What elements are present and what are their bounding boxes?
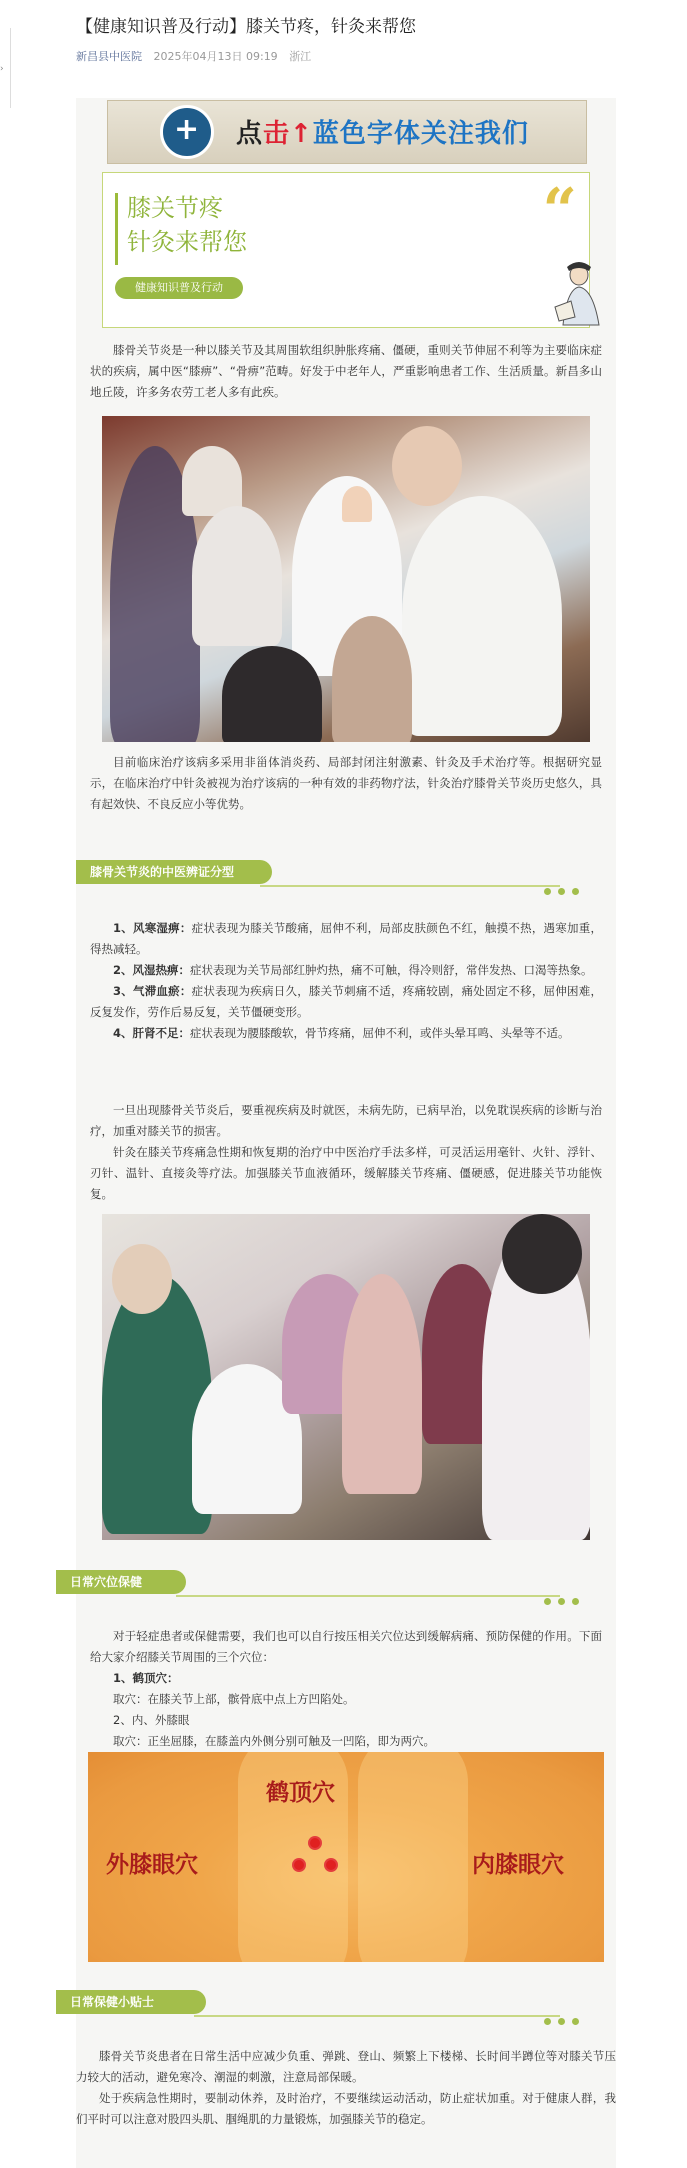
left-edge-panel <box>0 28 11 108</box>
title-card-bar <box>115 193 118 265</box>
section2-heading: 日常穴位保健 <box>56 1570 186 1594</box>
section2-text <box>90 1626 602 1752</box>
section1-heading: 膝骨关节炎的中医辨证分型 <box>76 860 272 884</box>
article-meta <box>76 48 616 64</box>
section2-intro: 对于轻症患者或保健需要，我们也可以自行按压相关穴位达到缓解病痛、预防保健的作用。下面给大家介绍膝关节周围的三个穴位： <box>90 1629 602 1664</box>
acupoint-label-inner: 内膝眼穴 <box>472 1852 564 1878</box>
syndrome-item-1 <box>90 918 602 960</box>
section3-para-2: 处于疾病急性期时，要制动休养，及时治疗，不要继续运动活动，防止症状加重。对于健康人群，我们平时可以注意对股四头肌、腘绳肌的力量锻炼，加强膝关节的稳定。 <box>76 2091 616 2126</box>
follow-banner[interactable] <box>107 100 587 164</box>
title-card-line2: 针灸来帮您 <box>127 228 247 256</box>
section2-dots-icon <box>544 1590 586 1598</box>
acupoint-2-title: 2、内、外膝眼 <box>113 1713 190 1727</box>
intro-paragraph: 膝骨关节炎是一种以膝关节及其周围软组织肿胀疼痛、僵硬，重则关节伸屈不利等为主要临床症状的疾病，属中医“膝痹”、“骨痹”范畴。好发于中老年人，严重影响患者工作、生活质量。新昌多山地丘陵，许多务农劳工老人多有此疾。 <box>90 343 602 399</box>
banner-text-1: 点 <box>236 119 264 149</box>
acupuncture-photo-1 <box>102 416 590 742</box>
section1-dots-icon <box>544 880 586 888</box>
syndrome-text-4: 症状表现为腰膝酸软，骨节疼痛，屈伸不利，或伴头晕耳鸣、头晕等不适。 <box>190 1026 570 1040</box>
syndrome-label-3: 3、气滞血瘀： <box>113 984 192 998</box>
acupoint-image <box>88 1752 604 1962</box>
acupoint-2-body: 取穴：正坐屈膝，在膝盖内外侧分别可触及一凹陷，即为两穴。 <box>113 1734 435 1748</box>
section1-divider <box>260 885 560 887</box>
banner-text-3: 蓝色字体关注我们 <box>312 119 529 149</box>
article-header <box>76 14 616 64</box>
acupoint-1-title: 1、鹤顶穴： <box>113 1671 179 1685</box>
section1-followup <box>90 1100 602 1205</box>
syndrome-label-1: 1、风寒湿痹： <box>113 921 192 935</box>
section3-heading: 日常保健小贴士 <box>56 1990 206 2014</box>
quote-icon: “ <box>542 176 577 246</box>
left-edge-chevron-icon: › <box>0 64 4 74</box>
acupoint-1 <box>90 1668 602 1752</box>
follow-banner-text <box>236 113 529 150</box>
title-card-heading <box>127 191 247 259</box>
title-card-tag: 健康知识普及行动 <box>115 277 243 299</box>
doctor-illustration-icon <box>549 257 609 327</box>
acupuncture-photo-2 <box>102 1214 590 1540</box>
hospital-logo <box>160 105 214 159</box>
section3-para-1: 膝骨关节炎患者在日常生活中应减少负重、弹跳、登山、频繁上下楼梯、长时间半蹲位等对膝关节压力较大的活动，避免寒冷、潮湿的刺激，注意局部保暖。 <box>76 2049 616 2084</box>
publish-location: 浙江 <box>289 50 312 63</box>
up-arrow-icon: ↑ <box>290 119 313 149</box>
banner-text-2: 击 <box>263 119 291 149</box>
acupoint-marker-top <box>308 1836 322 1850</box>
acupoint-label-heding: 鹤顶穴 <box>266 1780 335 1806</box>
section1-list <box>90 918 602 1044</box>
syndrome-item-2 <box>90 960 602 981</box>
syndrome-label-4: 4、肝肾不足： <box>113 1026 191 1040</box>
syndrome-text-3: 症状表现为疾病日久，膝关节刺痛不适，疼痛较剧，痛处固定不移，屈伸困难，反复发作，劳作后易反复，关节僵硬变形。 <box>90 984 602 1019</box>
section3-divider <box>194 2015 560 2017</box>
account-name-link[interactable]: 新昌县中医院 <box>76 50 142 63</box>
section3-dots-icon <box>544 2010 586 2018</box>
section2-divider <box>176 1595 560 1597</box>
title-card-line1: 膝关节疼 <box>127 194 223 222</box>
syndrome-text-2: 症状表现为关节局部红肿灼热，痛不可触，得冷则舒，常伴发热、口渴等热象。 <box>190 963 593 977</box>
acupoint-marker-left <box>292 1858 306 1872</box>
acupoint-marker-right <box>324 1858 338 1872</box>
syndrome-item-3 <box>90 981 602 1023</box>
syndrome-item-4 <box>90 1023 602 1044</box>
section3-text <box>76 2046 616 2130</box>
article-body <box>70 98 616 2168</box>
treatment-paragraph: 目前临床治疗该病多采用非甾体消炎药、局部封闭注射激素、针灸及手术治疗等。根据研究显示，在临床治疗中针灸被视为治疗该病的一种有效的非药物疗法，针灸治疗膝骨关节炎历史悠久，具有起效快、不良反应小等优势。 <box>90 755 602 811</box>
acupoint-label-outer: 外膝眼穴 <box>106 1852 198 1878</box>
section1-para-2: 针灸在膝关节疼痛急性期和恢复期的治疗中中医治疗手法多样，可灵活运用毫针、火针、浮针、刃针、温针、直接灸等疗法。加强膝关节血液循环，缓解膝关节疼痛、僵硬感，促进膝关节功能恢复。 <box>90 1145 602 1201</box>
section1-para-1: 一旦出现膝骨关节炎后，要重视疾病及时就医，未病先防，已病早治，以免耽误疾病的诊断与治疗，加重对膝关节的损害。 <box>90 1103 602 1138</box>
article-title: 【健康知识普及行动】膝关节疼，针灸来帮您 <box>76 17 416 37</box>
title-card <box>102 172 590 328</box>
publish-time: 2025年04月13日 09:19 <box>153 50 278 63</box>
syndrome-text-1: 症状表现为膝关节酸痛，屈伸不利，局部皮肤颜色不红，触摸不热，遇寒加重，得热减轻。 <box>90 921 602 956</box>
acupoint-1-body: 取穴：在膝关节上部，髌骨底中点上方凹陷处。 <box>113 1692 355 1706</box>
syndrome-label-2: 2、风湿热痹： <box>113 963 191 977</box>
